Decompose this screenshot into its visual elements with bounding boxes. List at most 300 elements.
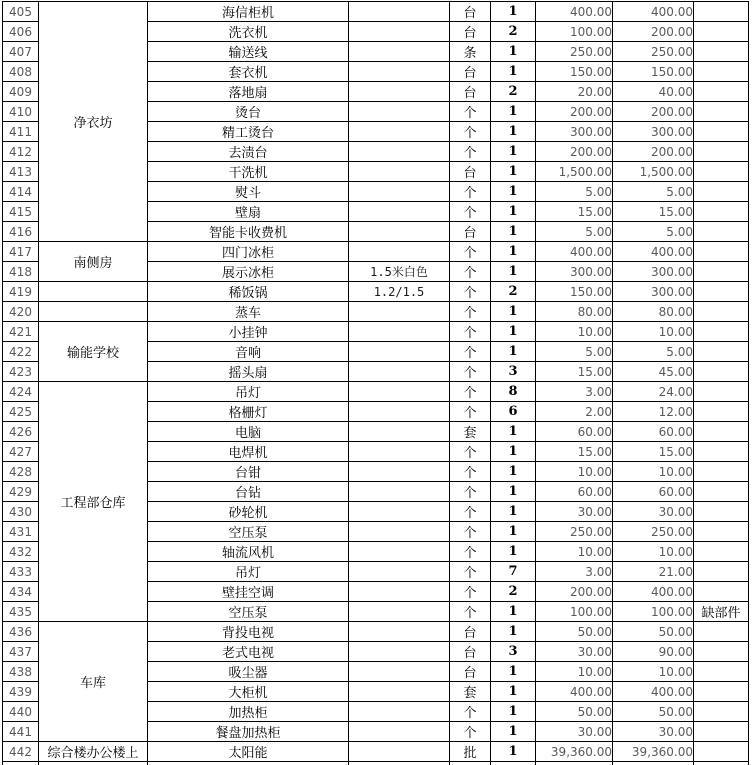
cell-item-name[interactable]: 吸尘器: [148, 662, 349, 682]
cell-note[interactable]: [694, 142, 749, 162]
cell-note[interactable]: [694, 722, 749, 742]
cell-total-price[interactable]: 150.00: [613, 62, 694, 82]
cell-quantity[interactable]: 1: [491, 162, 536, 182]
cell-spec[interactable]: [349, 2, 450, 22]
cell-note[interactable]: [694, 482, 749, 502]
cell-unit[interactable]: 台: [450, 662, 491, 682]
cell-note[interactable]: [694, 42, 749, 62]
cell-quantity[interactable]: 6: [491, 402, 536, 422]
cell-unit-price[interactable]: 200.00: [536, 582, 613, 602]
cell-spec[interactable]: [349, 22, 450, 42]
cell-location[interactable]: [39, 302, 148, 322]
cell-spec[interactable]: [349, 202, 450, 222]
cell-note[interactable]: [694, 562, 749, 582]
cell-unit[interactable]: 批: [450, 742, 491, 762]
cell-note[interactable]: [694, 342, 749, 362]
cell-note[interactable]: [694, 102, 749, 122]
cell-unit[interactable]: 个: [450, 442, 491, 462]
cell-spec[interactable]: [349, 342, 450, 362]
cell-quantity[interactable]: 1: [491, 742, 536, 762]
cell-row-number[interactable]: 422: [3, 342, 39, 362]
cell-spec[interactable]: [349, 562, 450, 582]
cell-total-price[interactable]: 200.00: [613, 102, 694, 122]
cell-item-name[interactable]: 海信柜机: [148, 2, 349, 22]
cell-unit[interactable]: 套: [450, 422, 491, 442]
cell-unit[interactable]: 个: [450, 322, 491, 342]
cell-unit[interactable]: 台: [450, 62, 491, 82]
cell-unit[interactable]: 个: [450, 202, 491, 222]
cell-total-price[interactable]: 10.00: [613, 322, 694, 342]
cell-unit[interactable]: 个: [450, 302, 491, 322]
cell-item-name[interactable]: 加热柜: [148, 702, 349, 722]
cell-row-number[interactable]: 414: [3, 182, 39, 202]
cell-total-price[interactable]: 90.00: [613, 642, 694, 662]
cell-spec[interactable]: [349, 382, 450, 402]
cell-item-name[interactable]: 空压泵: [148, 522, 349, 542]
cell-total-price[interactable]: 300.00: [613, 262, 694, 282]
cell-unit[interactable]: 条: [450, 42, 491, 62]
cell-row-number[interactable]: 417: [3, 242, 39, 262]
cell-note[interactable]: [694, 162, 749, 182]
cell-unit-price[interactable]: 5.00: [536, 222, 613, 242]
cell-item-name[interactable]: 展示冰柜: [148, 262, 349, 282]
cell-item-name[interactable]: 干洗机: [148, 162, 349, 182]
cell-quantity[interactable]: 2: [491, 82, 536, 102]
cell-note[interactable]: [694, 442, 749, 462]
cell-row-number[interactable]: 442: [3, 742, 39, 762]
cell-total-price[interactable]: 60.00: [613, 422, 694, 442]
cell-spec[interactable]: 1.2/1.5: [349, 282, 450, 302]
cell-total-price[interactable]: 12.00: [613, 402, 694, 422]
cell-quantity[interactable]: 1: [491, 662, 536, 682]
cell-location[interactable]: 南侧房: [39, 242, 148, 282]
cell-note[interactable]: [694, 582, 749, 602]
cell-row-number[interactable]: 431: [3, 522, 39, 542]
cell-item-name[interactable]: 蒸车: [148, 302, 349, 322]
cell-spec[interactable]: [349, 142, 450, 162]
cell-item-name[interactable]: 空压泵: [148, 602, 349, 622]
cell-unit-price[interactable]: 80.00: [536, 302, 613, 322]
cell-quantity[interactable]: 1: [491, 682, 536, 702]
cell-total-price[interactable]: 10.00: [613, 662, 694, 682]
cell-item-name[interactable]: 落地扇: [148, 82, 349, 102]
cell-spec[interactable]: [349, 122, 450, 142]
cell-spec[interactable]: [349, 322, 450, 342]
cell-total-price[interactable]: 50.00: [613, 622, 694, 642]
cell-unit-price[interactable]: 30.00: [536, 502, 613, 522]
cell-quantity[interactable]: 1: [491, 202, 536, 222]
cell-item-name[interactable]: 台钻: [148, 482, 349, 502]
cell-spec[interactable]: [349, 742, 450, 762]
cell-total-price[interactable]: 15.00: [613, 442, 694, 462]
cell-total-price[interactable]: 5.00: [613, 222, 694, 242]
cell-total-price[interactable]: 5.00: [613, 342, 694, 362]
cell-note[interactable]: [694, 502, 749, 522]
cell-item-name[interactable]: 台钳: [148, 462, 349, 482]
cell-quantity[interactable]: 1: [491, 242, 536, 262]
cell-spec[interactable]: [349, 722, 450, 742]
cell-total-price[interactable]: 60.00: [613, 482, 694, 502]
cell-note[interactable]: [694, 542, 749, 562]
cell-row-number[interactable]: 430: [3, 502, 39, 522]
cell-note[interactable]: [694, 82, 749, 102]
cell-note[interactable]: [694, 2, 749, 22]
cell-total-price[interactable]: 10.00: [613, 462, 694, 482]
cell-total-price[interactable]: 50.00: [613, 702, 694, 722]
cell-unit[interactable]: 个: [450, 402, 491, 422]
cell-spec[interactable]: [349, 42, 450, 62]
cell-unit-price[interactable]: 10.00: [536, 462, 613, 482]
cell-spec[interactable]: [349, 522, 450, 542]
cell-note[interactable]: [694, 302, 749, 322]
cell-spec[interactable]: [349, 242, 450, 262]
cell-unit[interactable]: 个: [450, 482, 491, 502]
cell-quantity[interactable]: 2: [491, 22, 536, 42]
cell-quantity[interactable]: 1: [491, 462, 536, 482]
cell-unit[interactable]: 个: [450, 242, 491, 262]
cell-quantity[interactable]: 1: [491, 722, 536, 742]
cell-note[interactable]: [694, 702, 749, 722]
cell-location[interactable]: 综合楼办公楼上: [39, 742, 148, 762]
cell-item-name[interactable]: 稀饭锅: [148, 282, 349, 302]
cell-unit[interactable]: 个: [450, 342, 491, 362]
cell-unit[interactable]: 个: [450, 382, 491, 402]
cell-total-price[interactable]: 200.00: [613, 22, 694, 42]
cell-quantity[interactable]: 1: [491, 122, 536, 142]
cell-quantity[interactable]: 1: [491, 482, 536, 502]
cell-note[interactable]: [694, 62, 749, 82]
cell-location[interactable]: [39, 282, 148, 302]
cell-row-number[interactable]: 425: [3, 402, 39, 422]
cell-unit-price[interactable]: 50.00: [536, 702, 613, 722]
cell-note[interactable]: [694, 742, 749, 762]
cell-item-name[interactable]: 去渍台: [148, 142, 349, 162]
cell-unit[interactable]: 个: [450, 562, 491, 582]
cell-quantity[interactable]: 3: [491, 642, 536, 662]
cell-unit-price[interactable]: 3.00: [536, 562, 613, 582]
cell-total-price[interactable]: 1,500.00: [613, 162, 694, 182]
cell-unit-price[interactable]: 300.00: [536, 262, 613, 282]
cell-item-name[interactable]: 摇头扇: [148, 362, 349, 382]
cell-total-price[interactable]: 10.00: [613, 542, 694, 562]
cell-location[interactable]: 输能学校: [39, 322, 148, 382]
cell-unit-price[interactable]: 15.00: [536, 442, 613, 462]
cell-row-number[interactable]: 418: [3, 262, 39, 282]
cell-spec[interactable]: [349, 162, 450, 182]
cell-row-number[interactable]: 427: [3, 442, 39, 462]
cell-spec[interactable]: [349, 182, 450, 202]
cell-item-name[interactable]: 餐盘加热柜: [148, 722, 349, 742]
cell-note[interactable]: [694, 22, 749, 42]
cell-unit-price[interactable]: 400.00: [536, 242, 613, 262]
cell-location[interactable]: 工程部仓库: [39, 382, 148, 622]
cell-item-name[interactable]: 吊灯: [148, 562, 349, 582]
cell-quantity[interactable]: 1: [491, 422, 536, 442]
cell-row-number[interactable]: 439: [3, 682, 39, 702]
cell-unit[interactable]: 个: [450, 722, 491, 742]
cell-spec[interactable]: [349, 682, 450, 702]
cell-unit-price[interactable]: 60.00: [536, 422, 613, 442]
cell-quantity[interactable]: 1: [491, 142, 536, 162]
cell-quantity[interactable]: 1: [491, 2, 536, 22]
cell-unit[interactable]: 个: [450, 122, 491, 142]
cell-total-price[interactable]: 100.00: [613, 602, 694, 622]
cell-spec[interactable]: [349, 102, 450, 122]
cell-row-number[interactable]: 407: [3, 42, 39, 62]
cell-note[interactable]: [694, 322, 749, 342]
cell-spec[interactable]: [349, 602, 450, 622]
cell-spec[interactable]: [349, 362, 450, 382]
cell-row-number[interactable]: 408: [3, 62, 39, 82]
cell-quantity[interactable]: 1: [491, 602, 536, 622]
cell-note[interactable]: [694, 662, 749, 682]
cell-unit-price[interactable]: 20.00: [536, 82, 613, 102]
cell-item-name[interactable]: 老式电视: [148, 642, 349, 662]
cell-item-name[interactable]: 洗衣机: [148, 22, 349, 42]
cell-unit[interactable]: 台: [450, 642, 491, 662]
cell-spec[interactable]: [349, 462, 450, 482]
cell-unit-price[interactable]: 400.00: [536, 682, 613, 702]
cell-total-price[interactable]: 400.00: [613, 582, 694, 602]
cell-note[interactable]: [694, 382, 749, 402]
cell-quantity[interactable]: 1: [491, 622, 536, 642]
cell-note[interactable]: [694, 222, 749, 242]
cell-spec[interactable]: [349, 302, 450, 322]
cell-spec[interactable]: [349, 642, 450, 662]
cell-total-price[interactable]: 24.00: [613, 382, 694, 402]
cell-quantity[interactable]: 1: [491, 182, 536, 202]
cell-total-price[interactable]: 5.00: [613, 182, 694, 202]
cell-row-number[interactable]: 434: [3, 582, 39, 602]
cell-unit[interactable]: 套: [450, 682, 491, 702]
cell-total-price[interactable]: 250.00: [613, 522, 694, 542]
cell-unit-price[interactable]: 200.00: [536, 142, 613, 162]
cell-unit[interactable]: 台: [450, 622, 491, 642]
cell-row-number[interactable]: 419: [3, 282, 39, 302]
cell-quantity[interactable]: 1: [491, 542, 536, 562]
cell-quantity[interactable]: 7: [491, 562, 536, 582]
cell-quantity[interactable]: 1: [491, 262, 536, 282]
cell-unit[interactable]: 个: [450, 542, 491, 562]
cell-quantity[interactable]: 3: [491, 362, 536, 382]
cell-spec[interactable]: [349, 582, 450, 602]
cell-unit[interactable]: 个: [450, 182, 491, 202]
cell-spec[interactable]: [349, 422, 450, 442]
cell-item-name[interactable]: 电焊机: [148, 442, 349, 462]
cell-note[interactable]: [694, 202, 749, 222]
cell-unit[interactable]: 个: [450, 602, 491, 622]
cell-row-number[interactable]: 409: [3, 82, 39, 102]
cell-total-price[interactable]: 15.00: [613, 202, 694, 222]
cell-item-name[interactable]: 音响: [148, 342, 349, 362]
cell-total-price[interactable]: 21.00: [613, 562, 694, 582]
cell-quantity[interactable]: 1: [491, 702, 536, 722]
cell-item-name[interactable]: 轴流风机: [148, 542, 349, 562]
cell-unit-price[interactable]: 3.00: [536, 382, 613, 402]
cell-row-number[interactable]: 415: [3, 202, 39, 222]
cell-row-number[interactable]: 436: [3, 622, 39, 642]
cell-unit-price[interactable]: 30.00: [536, 642, 613, 662]
cell-unit-price[interactable]: 39,360.00: [536, 742, 613, 762]
cell-row-number[interactable]: 438: [3, 662, 39, 682]
cell-location[interactable]: 净衣坊: [39, 2, 148, 242]
cell-row-number[interactable]: 435: [3, 602, 39, 622]
cell-row-number[interactable]: 437: [3, 642, 39, 662]
cell-item-name[interactable]: 砂轮机: [148, 502, 349, 522]
cell-unit-price[interactable]: 15.00: [536, 202, 613, 222]
cell-unit-price[interactable]: 250.00: [536, 42, 613, 62]
cell-spec[interactable]: [349, 82, 450, 102]
cell-unit-price[interactable]: 15.00: [536, 362, 613, 382]
cell-unit[interactable]: 个: [450, 702, 491, 722]
cell-total-price[interactable]: 39,360.00: [613, 742, 694, 762]
cell-total-price[interactable]: 250.00: [613, 42, 694, 62]
cell-item-name[interactable]: 壁挂空调: [148, 582, 349, 602]
cell-spec[interactable]: [349, 502, 450, 522]
cell-unit[interactable]: 个: [450, 502, 491, 522]
cell-note[interactable]: 缺部件: [694, 602, 749, 622]
cell-row-number[interactable]: 406: [3, 22, 39, 42]
cell-unit-price[interactable]: 100.00: [536, 602, 613, 622]
cell-total-price[interactable]: 45.00: [613, 362, 694, 382]
cell-item-name[interactable]: 输送线: [148, 42, 349, 62]
cell-row-number[interactable]: 421: [3, 322, 39, 342]
cell-total-price[interactable]: 80.00: [613, 302, 694, 322]
cell-unit-price[interactable]: 150.00: [536, 282, 613, 302]
cell-spec[interactable]: [349, 662, 450, 682]
cell-total-price[interactable]: 30.00: [613, 502, 694, 522]
cell-row-number[interactable]: 416: [3, 222, 39, 242]
cell-item-name[interactable]: 背投电视: [148, 622, 349, 642]
cell-total-price[interactable]: 400.00: [613, 242, 694, 262]
cell-row-number[interactable]: 424: [3, 382, 39, 402]
cell-unit-price[interactable]: 2.00: [536, 402, 613, 422]
cell-unit[interactable]: 个: [450, 282, 491, 302]
cell-item-name[interactable]: 精工烫台: [148, 122, 349, 142]
cell-note[interactable]: [694, 522, 749, 542]
cell-total-price[interactable]: 400.00: [613, 2, 694, 22]
cell-item-name[interactable]: 太阳能: [148, 742, 349, 762]
cell-note[interactable]: [694, 402, 749, 422]
cell-note[interactable]: [694, 242, 749, 262]
cell-note[interactable]: [694, 262, 749, 282]
cell-unit[interactable]: 个: [450, 262, 491, 282]
cell-row-number[interactable]: 411: [3, 122, 39, 142]
cell-unit[interactable]: 个: [450, 582, 491, 602]
cell-row-number[interactable]: 432: [3, 542, 39, 562]
cell-row-number[interactable]: 420: [3, 302, 39, 322]
cell-unit-price[interactable]: 10.00: [536, 542, 613, 562]
cell-quantity[interactable]: 1: [491, 42, 536, 62]
cell-spec[interactable]: [349, 702, 450, 722]
cell-row-number[interactable]: 428: [3, 462, 39, 482]
cell-row-number[interactable]: 440: [3, 702, 39, 722]
cell-item-name[interactable]: 智能卡收费机: [148, 222, 349, 242]
cell-quantity[interactable]: 1: [491, 62, 536, 82]
cell-item-name[interactable]: 小挂钟: [148, 322, 349, 342]
cell-note[interactable]: [694, 282, 749, 302]
cell-row-number[interactable]: 405: [3, 2, 39, 22]
cell-quantity[interactable]: 1: [491, 302, 536, 322]
cell-note[interactable]: [694, 422, 749, 442]
cell-unit-price[interactable]: 400.00: [536, 2, 613, 22]
cell-location[interactable]: 车库: [39, 622, 148, 742]
cell-spec[interactable]: [349, 482, 450, 502]
cell-quantity[interactable]: 1: [491, 442, 536, 462]
cell-note[interactable]: [694, 122, 749, 142]
cell-spec[interactable]: 1.5米白色: [349, 262, 450, 282]
cell-unit-price[interactable]: 250.00: [536, 522, 613, 542]
cell-note[interactable]: [694, 462, 749, 482]
cell-quantity[interactable]: 2: [491, 582, 536, 602]
cell-item-name[interactable]: 熨斗: [148, 182, 349, 202]
cell-total-price[interactable]: 30.00: [613, 722, 694, 742]
cell-unit-price[interactable]: 50.00: [536, 622, 613, 642]
cell-row-number[interactable]: 413: [3, 162, 39, 182]
cell-spec[interactable]: [349, 222, 450, 242]
cell-item-name[interactable]: 吊灯: [148, 382, 349, 402]
cell-item-name[interactable]: 烫台: [148, 102, 349, 122]
cell-item-name[interactable]: 套衣机: [148, 62, 349, 82]
cell-unit[interactable]: 个: [450, 102, 491, 122]
cell-total-price[interactable]: 300.00: [613, 122, 694, 142]
cell-unit-price[interactable]: 150.00: [536, 62, 613, 82]
cell-unit-price[interactable]: 30.00: [536, 722, 613, 742]
cell-item-name[interactable]: 大柜机: [148, 682, 349, 702]
cell-quantity[interactable]: 8: [491, 382, 536, 402]
cell-row-number[interactable]: 433: [3, 562, 39, 582]
cell-quantity[interactable]: 1: [491, 502, 536, 522]
cell-item-name[interactable]: 壁扇: [148, 202, 349, 222]
cell-row-number[interactable]: 429: [3, 482, 39, 502]
cell-unit[interactable]: 台: [450, 22, 491, 42]
cell-unit-price[interactable]: 60.00: [536, 482, 613, 502]
cell-quantity[interactable]: 1: [491, 322, 536, 342]
cell-total-price[interactable]: 400.00: [613, 682, 694, 702]
cell-row-number[interactable]: 412: [3, 142, 39, 162]
cell-note[interactable]: [694, 642, 749, 662]
cell-note[interactable]: [694, 182, 749, 202]
cell-item-name[interactable]: 四门冰柜: [148, 242, 349, 262]
cell-row-number[interactable]: 426: [3, 422, 39, 442]
cell-quantity[interactable]: 1: [491, 522, 536, 542]
cell-unit[interactable]: 台: [450, 162, 491, 182]
cell-note[interactable]: [694, 362, 749, 382]
cell-unit-price[interactable]: 10.00: [536, 662, 613, 682]
cell-spec[interactable]: [349, 442, 450, 462]
cell-quantity[interactable]: 1: [491, 222, 536, 242]
cell-row-number[interactable]: 423: [3, 362, 39, 382]
cell-unit[interactable]: 个: [450, 462, 491, 482]
cell-total-price[interactable]: 40.00: [613, 82, 694, 102]
cell-total-price[interactable]: 300.00: [613, 282, 694, 302]
cell-unit[interactable]: 个: [450, 522, 491, 542]
cell-unit[interactable]: 台: [450, 2, 491, 22]
cell-unit-price[interactable]: 1,500.00: [536, 162, 613, 182]
cell-unit-price[interactable]: 5.00: [536, 182, 613, 202]
cell-unit[interactable]: 个: [450, 142, 491, 162]
cell-item-name[interactable]: 电脑: [148, 422, 349, 442]
cell-row-number[interactable]: 410: [3, 102, 39, 122]
cell-total-price[interactable]: 200.00: [613, 142, 694, 162]
cell-spec[interactable]: [349, 542, 450, 562]
cell-note[interactable]: [694, 622, 749, 642]
cell-unit-price[interactable]: 10.00: [536, 322, 613, 342]
cell-spec[interactable]: [349, 62, 450, 82]
cell-spec[interactable]: [349, 402, 450, 422]
cell-quantity[interactable]: 1: [491, 342, 536, 362]
cell-unit[interactable]: 台: [450, 82, 491, 102]
